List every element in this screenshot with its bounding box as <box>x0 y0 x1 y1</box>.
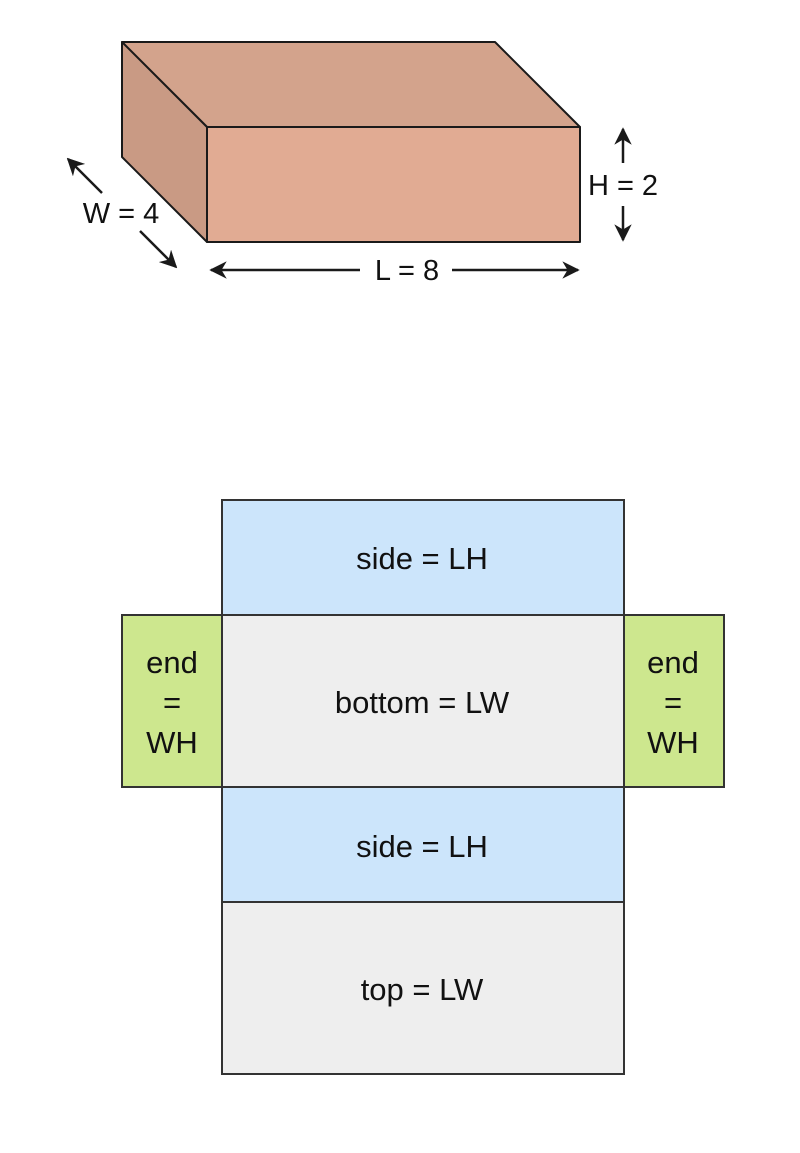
rectangular-prism <box>122 42 580 242</box>
length-label: L = 8 <box>374 255 440 287</box>
prism-front-face <box>207 127 580 242</box>
net-end-right-label-line-3: WH <box>647 725 699 760</box>
prism-net <box>122 500 724 1074</box>
width-arrow-upper <box>68 159 102 193</box>
net-end-left-label-line-1: end <box>146 645 198 680</box>
width-arrow-lower <box>140 231 176 267</box>
width-label: W = 4 <box>82 198 160 230</box>
length-dimension <box>211 255 578 287</box>
net-end-right-label-line-1: end <box>647 645 699 680</box>
net-end-left-label-line-2: = <box>162 685 182 720</box>
net-end-right-label-line-2: = <box>663 685 683 720</box>
height-dimension <box>588 129 658 240</box>
net-side-upper-label: side = LH <box>356 541 488 576</box>
height-label: H = 2 <box>587 170 659 202</box>
net-bottom-label: bottom = LW <box>334 685 510 720</box>
net-top-label: top = LW <box>360 972 484 1007</box>
net-side-lower-label: side = LH <box>356 829 488 864</box>
net-end-left-label-line-3: WH <box>146 725 198 760</box>
